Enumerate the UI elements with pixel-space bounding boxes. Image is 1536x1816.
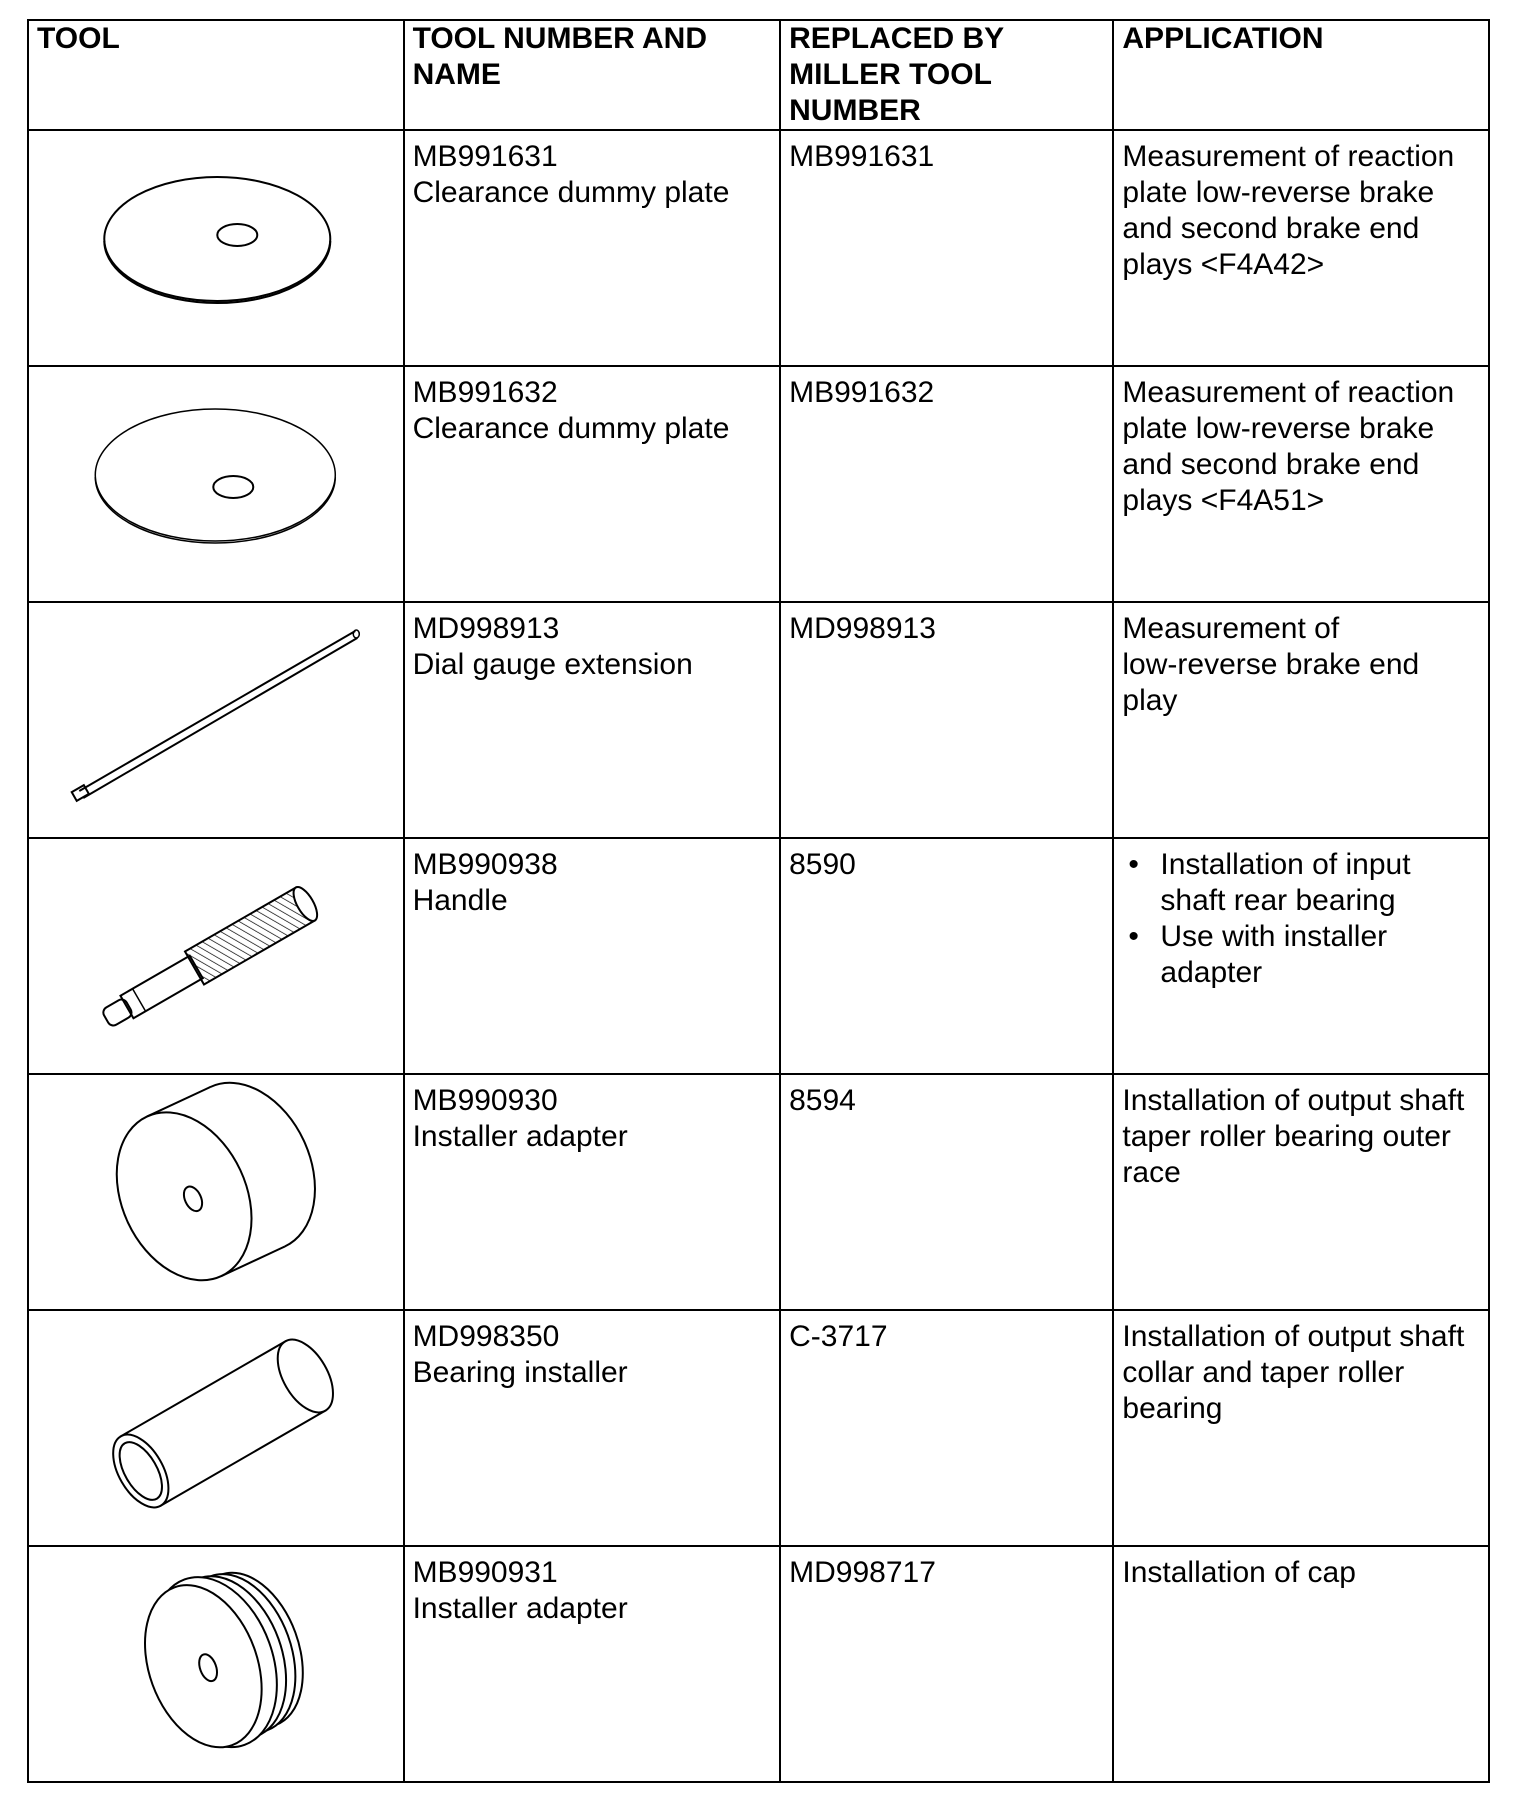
handle-icon	[29, 839, 403, 1073]
header-replaced-by: REPLACED BY MILLER TOOL NUMBER	[780, 20, 1113, 130]
header-tool: TOOL	[28, 20, 404, 130]
application-cell: Installation of cap	[1113, 1546, 1489, 1782]
tool-image-cell	[28, 838, 404, 1074]
tool-name: Dial gauge extension	[412, 648, 693, 681]
dial-gauge-extension-icon	[29, 603, 403, 837]
tool-image-cell	[28, 602, 404, 838]
table-row	[28, 130, 1489, 366]
tool-image-cell	[28, 1546, 404, 1782]
tool-number-cell	[404, 838, 781, 1074]
tool-image-cell	[28, 1310, 404, 1546]
application-cell	[1113, 838, 1489, 1074]
special-tools-table	[27, 19, 1490, 1783]
miller-number-cell: C-3717	[780, 1310, 1113, 1546]
table-row	[28, 838, 1489, 1074]
tool-name: Installer adapter	[412, 1120, 628, 1153]
tool-image-cell	[28, 1074, 404, 1310]
list-item: • Use with installer adapter	[1128, 920, 1388, 989]
tool-name: Clearance dummy plate	[412, 412, 730, 445]
header-application: APPLICATION	[1113, 20, 1489, 130]
application-list	[1122, 847, 1480, 991]
tool-number-cell	[404, 1546, 781, 1782]
tool-name: Installer adapter	[412, 1592, 628, 1625]
miller-number-cell: MD998717	[780, 1546, 1113, 1782]
tool-number-cell	[404, 130, 781, 366]
miller-number-cell: 8590	[780, 838, 1113, 1074]
tool-image-cell	[28, 130, 404, 366]
tool-number-cell	[404, 1310, 781, 1546]
tool-number: MB990931	[412, 1556, 558, 1589]
header-tool-number-and-name: TOOL NUMBER AND NAME	[404, 20, 781, 130]
tool-number-cell	[404, 602, 781, 838]
stepped-installer-adapter-icon	[29, 1547, 403, 1781]
tool-number: MD998350	[412, 1320, 560, 1353]
tool-number: MB991632	[412, 376, 558, 409]
table-row	[28, 1546, 1489, 1782]
tool-name: Handle	[412, 884, 508, 917]
table-row	[28, 366, 1489, 602]
tool-number: MB990930	[412, 1084, 558, 1117]
installer-adapter-icon	[29, 1075, 403, 1309]
clearance-dummy-plate-icon	[29, 367, 403, 601]
tool-number-cell	[404, 1074, 781, 1310]
miller-number-cell: 8594	[780, 1074, 1113, 1310]
application-cell: Measurement of low-reverse brake end play	[1113, 602, 1489, 838]
tool-number: MB990938	[412, 848, 558, 881]
tool-number-cell	[404, 366, 781, 602]
table-row	[28, 1074, 1489, 1310]
tool-name: Clearance dummy plate	[412, 176, 730, 209]
tool-image-cell	[28, 366, 404, 602]
application-cell: Installation of output shaft taper roller bearing outer race	[1113, 1074, 1489, 1310]
table-row	[28, 602, 1489, 838]
bearing-installer-icon	[29, 1311, 403, 1545]
application-cell: Installation of output shaft collar and taper roller bearing	[1113, 1310, 1489, 1546]
miller-number-cell: MD998913	[780, 602, 1113, 838]
header-row	[28, 20, 1489, 130]
table-row	[28, 1310, 1489, 1546]
tool-name: Bearing installer	[412, 1356, 628, 1389]
tool-number: MB991631	[412, 140, 558, 173]
clearance-dummy-plate-icon	[29, 131, 403, 365]
list-item: • Installation of input shaft rear bearing	[1128, 848, 1411, 917]
miller-number-cell: MB991632	[780, 366, 1113, 602]
miller-number-cell: MB991631	[780, 130, 1113, 366]
application-cell: Measurement of reaction plate low-reverse brake and second brake end plays <F4A42>	[1113, 130, 1489, 366]
application-cell: Measurement of reaction plate low-reverse brake and second brake end plays <F4A51>	[1113, 366, 1489, 602]
tool-number: MD998913	[412, 612, 560, 645]
